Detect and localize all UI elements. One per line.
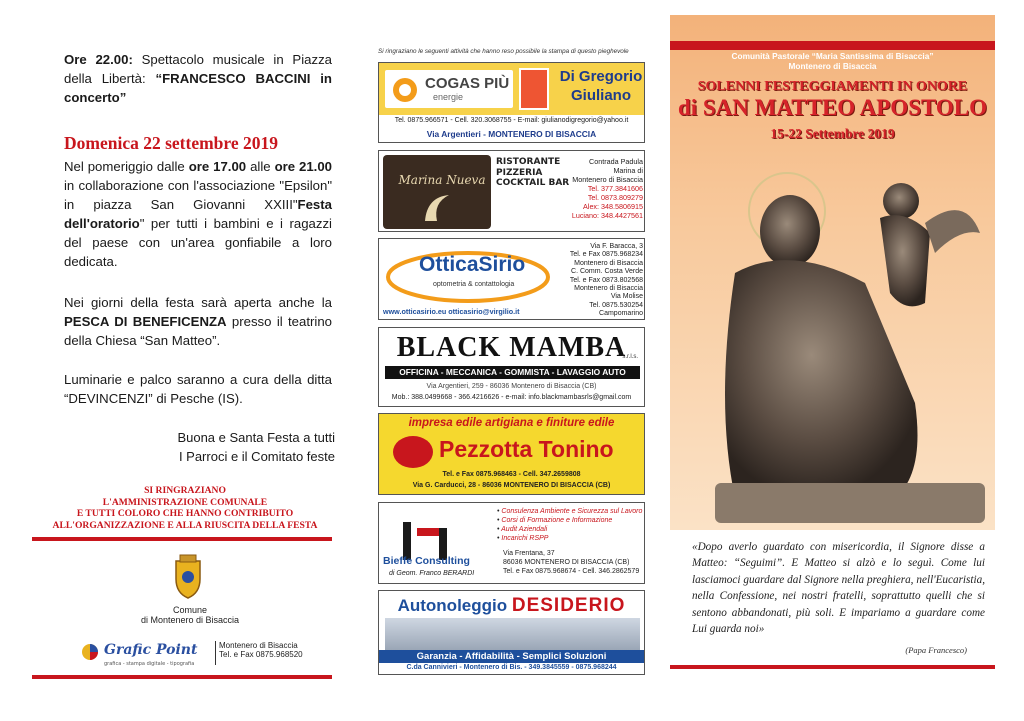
ottica-info-line: Campomarino <box>599 310 643 318</box>
cogas-flame-icon <box>391 76 419 104</box>
pezzotta-logo-icon <box>393 436 433 468</box>
bieffe-address <box>503 549 645 577</box>
cogas-logo <box>385 70 513 108</box>
evening-time: Ore 22.00: <box>64 52 133 67</box>
sponsors-header: Si ringraziano le seguenti attività che hanno reso possibile la stampa di questo pieghevole <box>378 48 629 55</box>
ad-cogas-digregorio <box>378 62 645 143</box>
sunday-event: Festa dell'oratorio <box>64 197 332 231</box>
bieffe-address-line: Tel. e Fax 0875.968674 - Cell. 346.2862579 <box>503 568 640 576</box>
cogas-name: COGAS PIÙ <box>425 75 510 92</box>
bieffe-service: Consulenza Ambiente e Sicurezza sul Lavoro <box>501 508 643 515</box>
ad-pezzotta <box>378 413 645 495</box>
marina-type-line: RISTORANTE <box>496 157 561 167</box>
desiderio-title-1: Autonoleggio <box>397 596 512 615</box>
quote-author: (Papa Francesco) <box>905 645 967 655</box>
ottica-info-line: Montenero di Bisaccia <box>574 285 643 293</box>
evening-text: Spettacolo musicale in Piazza della Libertà: <box>64 52 333 86</box>
bieffe-services: • Consulenza Ambiente e Sicurezza sul Lavoro • Corsi di Formazione e Informazione • Audit Aziendali • Incarichi RSPP <box>497 508 643 542</box>
marina-info-line: Tel. 377.3841606 <box>587 184 643 193</box>
marina-info-line: Alex: 348.5806915 <box>583 202 643 211</box>
sunday-p4: " per tutti i bambini e i ragazzi del paese con un'area gonfiabile a loro dedicata. <box>64 216 332 269</box>
desiderio-address: C.da Cannivieri - Montenero di Bis. - 349.3845559 - 0875.968244 <box>406 664 617 671</box>
cogas-contacts: Tel. 0875.966571 - Cell. 320.3068755 - E-mail: giulianodigregorio@yahoo.it <box>394 117 629 124</box>
bieffe-name: Bieffe Consulting <box>383 555 470 567</box>
comune-crest-icon <box>170 553 206 599</box>
sunday-p1: Nel pomeriggio dalle <box>64 159 189 174</box>
thanks-line: SI RINGRAZIANO <box>144 485 226 496</box>
marina-type-line: COCKTAIL BAR <box>496 178 570 188</box>
marina-logo-text: Marina Nueva <box>398 173 486 187</box>
ad-ottica-sirio <box>378 238 645 320</box>
ottica-info-line: Tel. e Fax 0875.968234 <box>569 251 643 259</box>
bieffe-address-line: Via Frentana, 37 <box>503 550 555 557</box>
ad-black-mamba <box>378 327 645 407</box>
bieffe-service: Incarichi RSPP <box>501 535 549 542</box>
digregorio-name: Di Gregorio Giuliano <box>559 68 643 104</box>
digregorio-logo-icon <box>519 68 549 110</box>
thanks-line: L'AMMINISTRAZIONE COMUNALE <box>102 496 268 508</box>
mamba-title: BLACK MAMBA <box>396 332 627 363</box>
festival-dates: 15-22 Settembre 2019 <box>770 126 895 141</box>
grafic-city: Montenero di Bisaccia <box>219 641 298 650</box>
grafic-tel: Tel. e Fax 0875.968520 <box>219 650 303 659</box>
greeting-line-1: Buona e Santa Festa a tutti <box>177 430 335 445</box>
cover-bottom-line <box>670 665 995 669</box>
cogas-sub: energie <box>433 92 464 102</box>
parish-label <box>670 51 995 71</box>
parish-line-1: Comunità Pastorale “Maria Santissima di Bisaccia” <box>731 51 934 61</box>
pezzotta-address: Via G. Carducci, 28 - 86036 MONTENERO DI BISACCIA (CB) <box>412 482 611 489</box>
cover-panel <box>670 15 995 675</box>
grafic-sub: grafica - stampa digitale - tipografia <box>104 661 195 667</box>
thanks-line: ALL'ORGANIZZAZIONE E ALLA RIUSCITA DELLA FESTA <box>52 519 318 531</box>
sponsors-panel <box>370 0 660 721</box>
sunday-heading: Domenica 22 settembre 2019 <box>64 133 278 153</box>
ad-bieffe <box>378 502 645 584</box>
pesca-p2: presso il teatrino della Chiesa “San Matteo”. <box>64 314 332 348</box>
parish-line-2: Montenero di Bisaccia <box>788 61 877 71</box>
festival-title-2: di SAN MATTEO APOSTOLO <box>677 95 988 120</box>
bieffe-service: Corsi di Formazione e Informazione <box>501 517 613 524</box>
marina-info-line: Marina di <box>613 166 643 175</box>
festival-title-1: SOLENNI FESTEGGIAMENTI IN ONORE <box>697 79 968 94</box>
ottica-info-line: Tel. 0875.530254 <box>589 301 643 309</box>
pezzotta-tel: Tel. e Fax 0875.968463 - Cell. 347.2659808 <box>442 471 581 478</box>
ottica-name-1: Ottica <box>419 253 479 276</box>
cover-red-band <box>670 41 995 50</box>
ottica-info-line: Tel. e Fax 0873.802568 <box>569 276 643 284</box>
marina-info-line: Contrada Padula <box>589 157 643 166</box>
bieffe-geom: di Geom. Franco BERARDI <box>389 570 475 577</box>
sunday-text <box>64 157 332 271</box>
sunday-p2: alle <box>246 159 275 174</box>
ad-marina-nueva <box>378 150 645 232</box>
pope-quote: «Dopo averlo guardato con misericordia, il Signore disse a Matteo: “Seguimi”. E Matteo si alzò e lo seguì. Come lui lasciamoci guardare dal Signore nella preghiera, nell'Eucaristia, nella Confessione, nei nostri fratelli, soprattutto quelli che si sentono abbandonati, più soli. E impariamo a guardare come Lui guarda noi» <box>692 541 985 636</box>
mamba-contacts: Mob.: 388.0499668 - 366.4216626 - e-mail: info.blackmambasrls@gmail.com <box>391 394 632 401</box>
ottica-name <box>419 253 525 277</box>
mamba-srls: s.r.l.s. <box>622 354 638 360</box>
pesca-bold: PESCA DI BENEFICENZA <box>64 314 227 329</box>
divider-line-bottom <box>32 675 332 679</box>
ottica-name-2: Sirio <box>478 253 526 276</box>
ottica-web: www.otticasirio.eu otticasirio@virgilio.it <box>383 307 520 316</box>
luminarie-text: Luminarie e palco saranno a cura della ditta “DEVINCENZI” di Pesche (IS). <box>64 372 332 406</box>
pesca-p1: Nei giorni della festa sarà aperta anche la <box>64 295 332 310</box>
comune-line-1: Comune <box>172 605 208 615</box>
pezzotta-name: Pezzotta Tonino <box>439 436 614 462</box>
bieffe-service: Audit Aziendali <box>501 526 548 533</box>
marina-info-line: Montenero di Bisaccia <box>572 175 643 184</box>
ottica-sub: optometria & contattologia <box>433 281 515 288</box>
grafic-name: Grafic Point <box>104 642 198 658</box>
ottica-info <box>555 243 643 319</box>
ottica-info-line: Via Molise <box>610 293 643 301</box>
grafic-point-logo <box>80 638 210 670</box>
marina-info <box>559 157 643 220</box>
greeting-line-2: I Parroci e il Comitato feste <box>178 449 335 464</box>
ad-desiderio <box>378 590 645 675</box>
san-matteo-statue-image <box>695 153 995 528</box>
sunday-time2: ore 21.00 <box>274 159 333 174</box>
desiderio-title <box>379 595 644 617</box>
pezzotta-tagline: impresa edile artigiana e finiture edile <box>408 417 615 429</box>
thanks-line: E TUTTI COLORO CHE HANNO CONTRIBUITO <box>76 508 294 519</box>
bieffe-address-line: 86036 MONTENERO DI BISACCIA (CB) <box>503 559 630 567</box>
greeting <box>130 428 335 466</box>
mamba-address: Via Argentieri, 259 - 86036 Montenero di Bisaccia (CB) <box>426 383 597 390</box>
marina-info-line: Luciano: 348.4427561 <box>571 211 643 220</box>
marina-type-line: PIZZERIA <box>496 167 543 178</box>
grafic-info <box>215 641 325 659</box>
comune-label <box>110 605 270 625</box>
sunday-time1: ore 17.00 <box>188 159 247 174</box>
cogas-address: Via Argentieri - MONTENERO DI BISACCIA <box>426 129 597 139</box>
ottica-info-line: Montenero di Bisaccia <box>574 259 643 267</box>
mamba-services: OFFICINA - MECCANICA - GOMMISTA - LAVAGGIO AUTO <box>385 366 640 379</box>
divider-line <box>32 537 332 541</box>
marina-info-line: Tel. 0873.809279 <box>587 193 643 202</box>
sunday-p3: in collaborazione con l'associazione "Epsilon" in piazza San Giovanni XXIII" <box>64 178 332 212</box>
ottica-info-line: Via F. Baracca, 3 <box>590 243 643 250</box>
evening-event-text <box>64 50 332 107</box>
pesca-text <box>64 293 332 350</box>
cars-image <box>385 618 640 650</box>
evening-highlight: “FRANCESCO BACCINI in concerto” <box>64 71 332 105</box>
wave-icon <box>423 191 453 225</box>
desiderio-title-2: DESIDERIO <box>511 595 626 616</box>
marina-logo <box>383 155 491 229</box>
left-panel <box>0 0 350 721</box>
comune-line-2: di Montenero di Bisaccia <box>140 615 240 625</box>
desiderio-slogan: Garanzia - Affidabilità - Semplici Soluzioni <box>379 650 644 663</box>
grafic-info-border <box>215 641 311 665</box>
ottica-info-line: C. Comm. Costa Verde <box>571 268 643 276</box>
thanks-block <box>40 485 330 531</box>
